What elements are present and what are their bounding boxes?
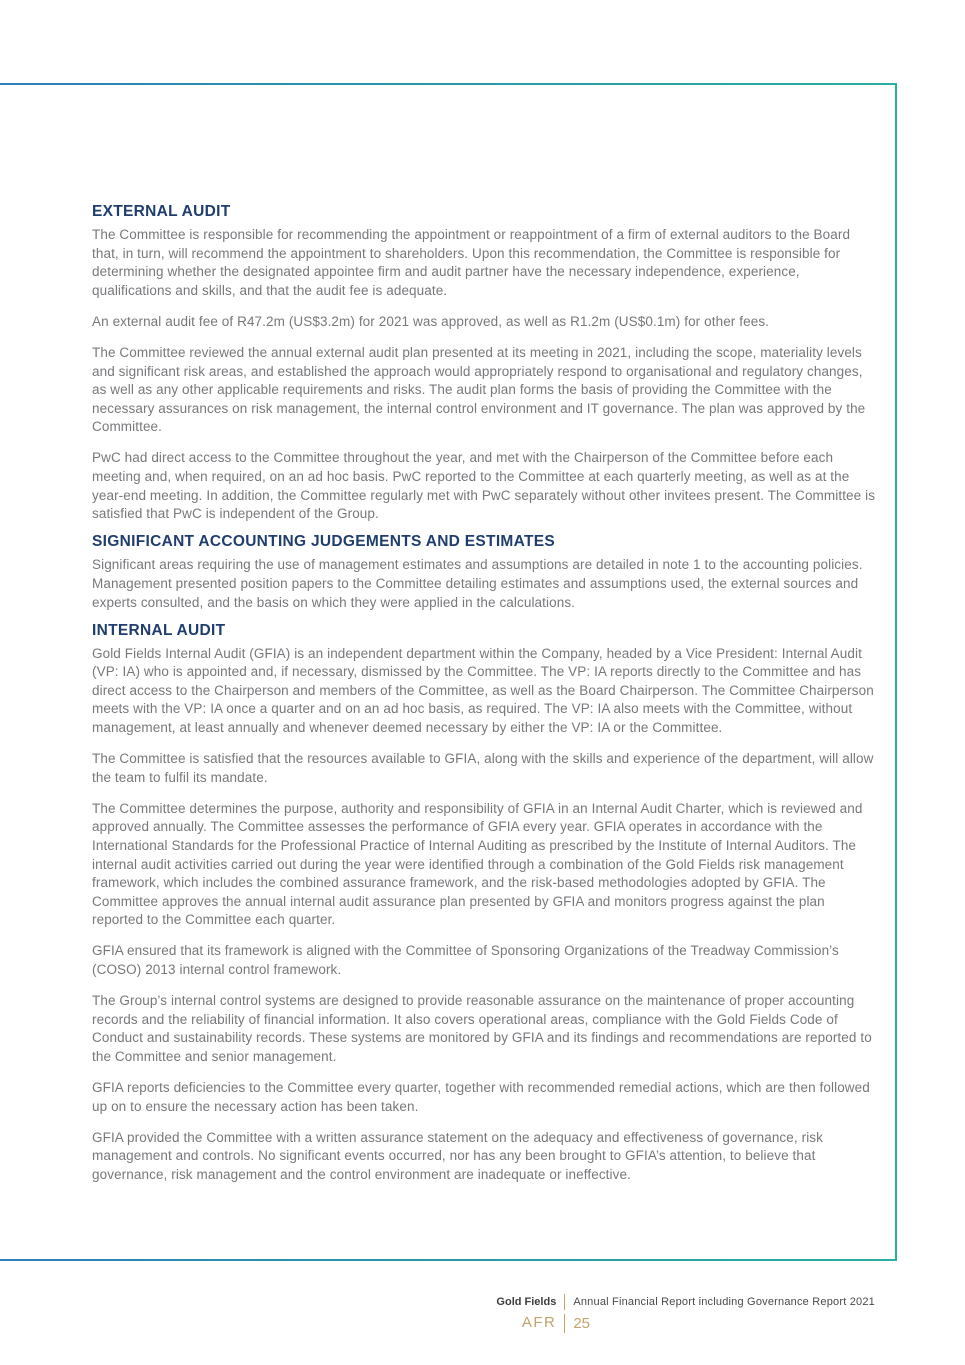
footer-report-title: Annual Financial Report including Governance Report 2021 [573, 1296, 875, 1308]
paragraph: GFIA provided the Committee with a written assurance statement on the adequacy and effectiveness of governance, risk management and controls. No significant events occurred, nor has any been brought to GFIA’s attention, to believe that governance, risk management and the control environment are inadequate or ineffective. [92, 1129, 823, 1182]
section-external-audit [92, 203, 876, 524]
paragraph: The Group’s internal control systems are designed to provide reasonable assurance on the maintenance of proper accounting records and the reliability of financial information. It also covers operational areas, compliance with the Gold Fields Code of Conduct and sustainability records. These systems are monitored by GFIA and its findings and recommendations are reported to the Committee and senior management. [92, 993, 872, 1064]
footer-brand: Gold Fields [496, 1294, 565, 1310]
paragraph: The Committee determines the purpose, authority and responsibility of GFIA in an Internal Audit Charter, which is reviewed and approved annually. The Committee assesses the performance of GFIA every year. GFIA operates in accordance with the International Standards for the Professional Practice of Internal Auditing as prescribed by the Institute of Internal Auditors. The internal audit activities carried out during the year were identified through a combination of the Gold Fields risk management framework, which includes the combined assurance framework, and the risk-based methodologies adopted by GFIA. The Committee approves the annual internal audit assurance plan presented by GFIA and monitors progress against the plan reported to the Committee each quarter. [92, 800, 863, 928]
page-content [92, 203, 876, 1197]
section-significant-accounting-judgements [92, 533, 876, 612]
section-heading-significant-accounting-judgements: SIGNIFICANT ACCOUNTING JUDGEMENTS AND ESTIMATES [92, 533, 556, 551]
paragraph: GFIA reports deficiencies to the Committee every quarter, together with recommended remedial actions, which are then followed up on to ensure the necessary action has been taken. [92, 1079, 870, 1114]
paragraph: PwC had direct access to the Committee throughout the year, and met with the Chairperson of the Committee before each meeting and, when required, on an ad hoc basis. PwC reported to the Committee at each quarterly meeting, as well as at the year-end meeting. In addition, the Committee regularly met with PwC separately without other invitees present. The Committee is satisfied that PwC is independent of the Group. [92, 450, 876, 522]
section-heading-internal-audit: INTERNAL AUDIT [92, 621, 226, 639]
paragraph: GFIA ensured that its framework is aligned with the Committee of Sponsoring Organizations of the Treadway Commission’s (COSO) 2013 internal control framework. [92, 943, 839, 977]
page-footer [496, 1294, 875, 1333]
paragraph: The Committee reviewed the annual external audit plan presented at its meeting in 2021, including the scope, materiality levels and significant risk areas, and established the approach would appropriately respond to organisational and regulatory changes, as well as any other applicable requirements and risks. The audit plan forms the basis of providing the Committee with the necessary assurances on risk management, the internal control environment and IT governance. The plan was approved by the Committee. [92, 344, 866, 435]
paragraph: The Committee is responsible for recommending the appointment or reappointment of a firm of external auditors to the Board that, in turn, will recommend the appointment to shareholders. Upon this recommendation, the Committee is responsible for determining whether the designated appointee firm and audit partner have the necessary independence, experience, qualifications and skills, and that the audit fee is adequate. [92, 227, 851, 298]
paragraph: Gold Fields Internal Audit (GFIA) is an independent department within the Company, headed by a Vice President: Internal Audit (VP: IA) who is appointed and, if necessary, dismissed by the Committee. The VP: IA reports directly to the Committee and has direct access to the Chairperson and members of the Committee, as well as the Board Chairperson. The Committee Chairperson meets with the VP: IA once a quarter and on an ad hoc basis, as required. The VP: IA also meets with the Committee, without management, at least annually and whenever deemed necessary by either the VP: IA or the Committee. [92, 645, 874, 735]
paragraph: An external audit fee of R47.2m (US$3.2m) for 2021 was approved, as well as R1.2m (US$0.1m) for other fees. [92, 313, 770, 329]
section-internal-audit [92, 622, 876, 1185]
paragraph: Significant areas requiring the use of management estimates and assumptions are detailed in note 1 to the accounting policies. Management presented position papers to the Committee detailing estimates and assumptions used, the external sources and experts consulted, and the basis on which they were applied in the calculations. [92, 557, 863, 610]
footer-section-code: AFR [496, 1314, 565, 1333]
footer-page-number: 25 [573, 1315, 591, 1332]
section-heading-external-audit: EXTERNAL AUDIT [92, 203, 231, 220]
paragraph: The Committee is satisfied that the resources available to GFIA, along with the skills and experience of the department, will allow the team to fulfil its mandate. [92, 751, 874, 785]
